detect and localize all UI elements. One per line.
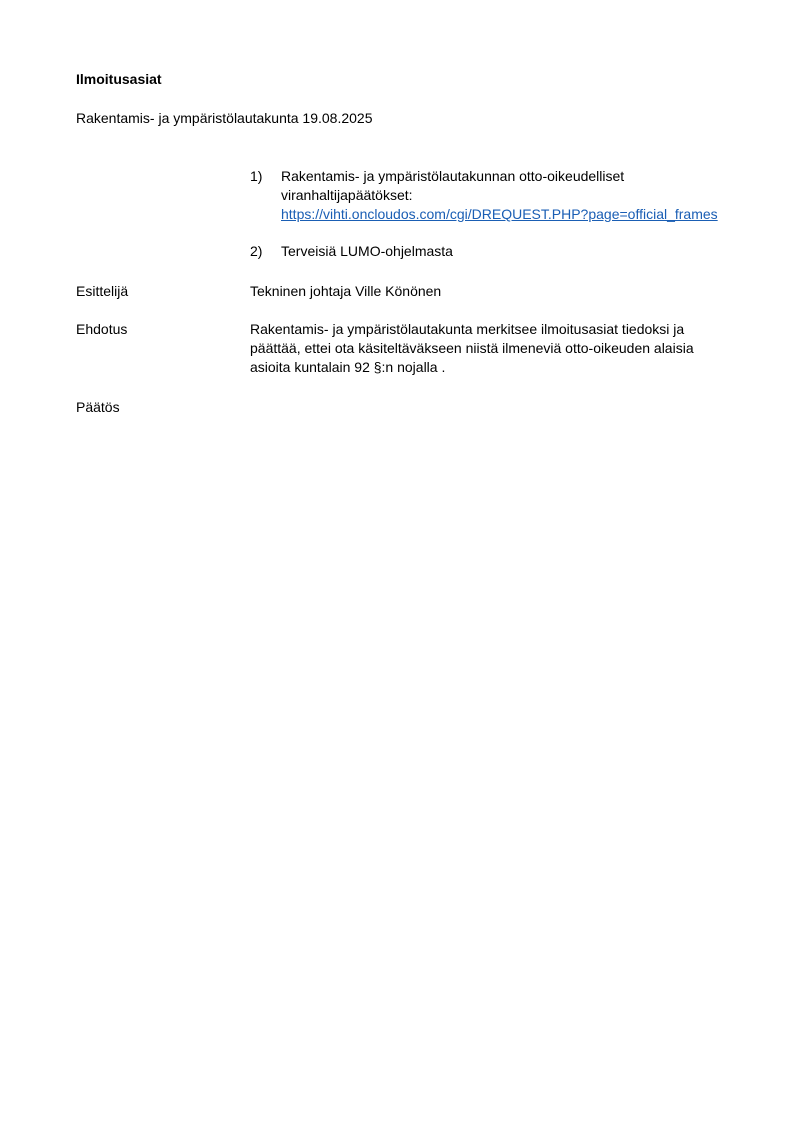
list-item-body	[281, 167, 730, 224]
decisions-link[interactable]: https://vihti.oncloudos.com/cgi/DREQUEST.PHP?page=official_frames	[281, 206, 718, 222]
decision-label: Päätös	[76, 399, 120, 415]
list-item	[250, 167, 730, 224]
list-item-number: 2)	[250, 243, 263, 259]
list-item-text-line: Terveisiä LUMO-ohjelmasta	[281, 243, 453, 259]
presenter-label: Esittelijä	[76, 283, 129, 299]
list-item-text-line: Rakentamis- ja ympäristölautakunnan otto-oikeudelliset	[281, 168, 625, 184]
meeting-heading: Rakentamis- ja ympäristölautakunta 19.08.2025	[76, 110, 373, 126]
list-item-number: 1)	[250, 168, 263, 184]
presenter-value: Tekninen johtaja Ville Könönen	[250, 283, 442, 299]
list-item-text-line: viranhaltijapäätökset:	[281, 187, 413, 203]
list-item-body	[281, 242, 730, 261]
proposal-line: päättää, ettei ota käsiteltäväkseen niistä ilmeneviä otto-oikeuden alaisia	[250, 340, 694, 356]
proposal-label: Ehdotus	[76, 321, 128, 337]
list-item	[250, 242, 730, 261]
proposal-text	[250, 320, 730, 377]
proposal-line: Rakentamis- ja ympäristölautakunta merkitsee ilmoitusasiat tiedoksi ja	[250, 321, 685, 337]
document-title: Ilmoitusasiat	[76, 71, 162, 87]
notification-list	[250, 167, 730, 261]
proposal-line: asioita kuntalain 92 §:n nojalla .	[250, 359, 446, 375]
